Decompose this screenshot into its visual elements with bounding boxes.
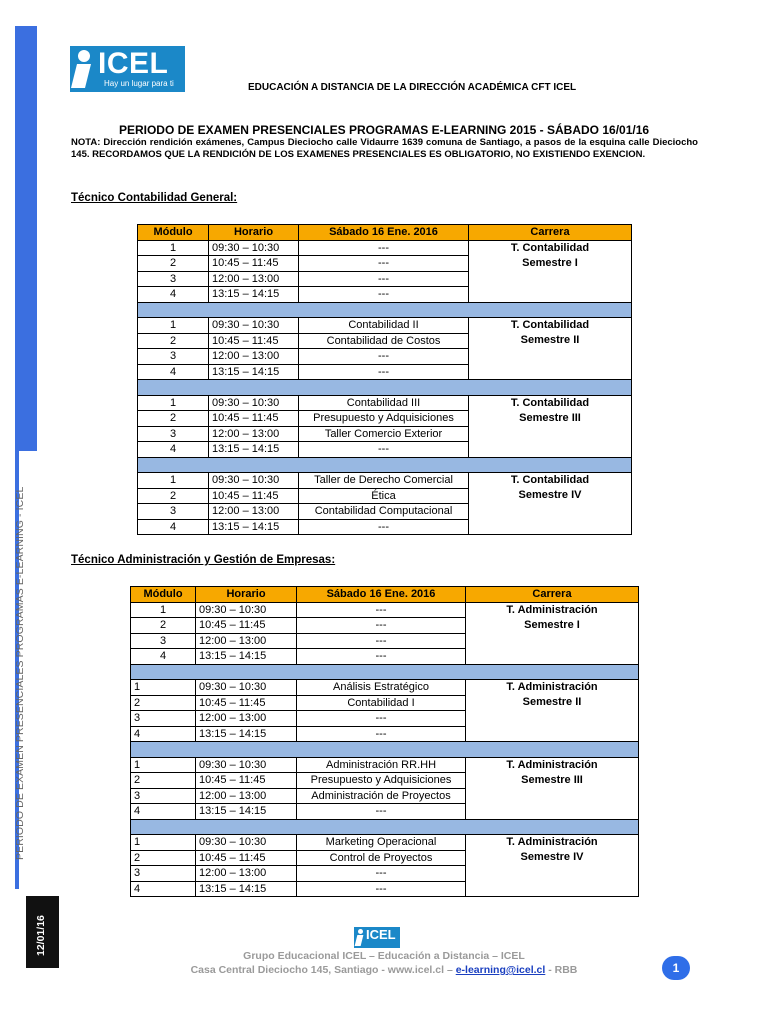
horario-cell: 10:45 – 11:45 <box>196 850 297 866</box>
asignatura-cell: Contabilidad Computacional <box>299 504 469 520</box>
horario-cell: 10:45 – 11:45 <box>196 773 297 789</box>
modulo-cell: 4 <box>131 726 196 742</box>
sidebar-date: 12/01/16 <box>35 915 47 956</box>
icel-logo <box>70 46 185 92</box>
table-row <box>138 318 632 334</box>
horario-cell: 13:15 – 14:15 <box>209 442 299 458</box>
carrera-cell <box>466 680 639 742</box>
carrera-semester: Semestre I <box>522 256 578 269</box>
header-title: EDUCACIÓN A DISTANCIA DE LA DIRECCIÓN ACADÉMICA CFT ICEL <box>248 82 577 93</box>
modulo-cell: 1 <box>131 602 196 618</box>
modulo-cell: 3 <box>138 271 209 287</box>
horario-cell: 09:30 – 10:30 <box>196 835 297 851</box>
carrera-name: T. Administración <box>506 758 598 771</box>
asignatura-cell: --- <box>297 633 466 649</box>
horario-cell: 09:30 – 10:30 <box>196 602 297 618</box>
table-row <box>131 680 639 696</box>
carrera-semester: Semestre III <box>519 411 581 424</box>
modulo-cell: 1 <box>138 240 209 256</box>
group-separator <box>138 457 632 473</box>
carrera-cell <box>466 602 639 664</box>
carrera-name: T. Administración <box>506 836 598 848</box>
asignatura-cell: --- <box>299 519 469 535</box>
logo-person-body <box>71 64 91 88</box>
group-separator-cell <box>131 664 639 680</box>
modulo-cell: 3 <box>131 866 196 882</box>
page-title: PERIODO DE EXAMEN PRESENCIALES PROGRAMAS E-LEARNING 2015 - SÁBADO 16/01/16 <box>118 123 650 137</box>
asignatura-cell: --- <box>297 804 466 820</box>
horario-cell: 12:00 – 13:00 <box>196 866 297 882</box>
asignatura-cell: --- <box>299 349 469 365</box>
carrera-cell <box>466 757 639 819</box>
asignatura-cell: Marketing Operacional <box>297 835 466 851</box>
section-title-administracion: Técnico Administración y Gestión de Empresas: <box>71 554 336 566</box>
horario-cell: 10:45 – 11:45 <box>209 488 299 504</box>
asignatura-cell: Contabilidad II <box>299 318 469 334</box>
modulo-cell: 1 <box>131 680 196 696</box>
horario-cell: 10:45 – 11:45 <box>196 618 297 634</box>
column-header-fecha: Sábado 16 Ene. 2016 <box>299 225 469 241</box>
asignatura-cell: --- <box>299 240 469 256</box>
carrera-semester: Semestre II <box>520 334 580 346</box>
table-row <box>138 473 632 489</box>
modulo-cell: 1 <box>138 318 209 334</box>
horario-cell: 12:00 – 13:00 <box>196 788 297 804</box>
group-separator <box>131 664 639 680</box>
carrera-name: T. Administración <box>506 603 598 616</box>
group-separator-cell <box>138 302 632 318</box>
modulo-cell: 1 <box>131 757 196 773</box>
asignatura-cell: Administración RR.HH <box>297 757 466 773</box>
footer-org-line: Grupo Educacional ICEL – Educación a Distancia – ICEL <box>243 950 525 962</box>
logo-person-icon <box>78 50 90 62</box>
footer-address: Casa Central Dieciocho 145, Santiago - www.icel.cl – <box>190 964 456 976</box>
modulo-cell: 4 <box>131 804 196 820</box>
asignatura-cell: --- <box>299 256 469 272</box>
modulo-cell: 3 <box>131 711 196 727</box>
carrera-cell <box>469 395 632 457</box>
asignatura-cell: --- <box>297 866 466 882</box>
carrera-semester: Semestre IV <box>520 851 584 863</box>
horario-cell: 09:30 – 10:30 <box>209 395 299 411</box>
table-header-row <box>138 225 632 241</box>
modulo-cell: 4 <box>138 442 209 458</box>
modulo-cell: 4 <box>138 287 209 303</box>
table-header-row <box>131 587 639 603</box>
horario-cell: 09:30 – 10:30 <box>196 757 297 773</box>
horario-cell: 13:15 – 14:15 <box>196 881 297 897</box>
carrera-cell <box>466 835 639 897</box>
carrera-cell <box>469 240 632 302</box>
footer-logo-wordmark: ICEL <box>366 927 396 942</box>
horario-cell: 12:00 – 13:00 <box>209 504 299 520</box>
table-row <box>138 240 632 256</box>
modulo-cell: 1 <box>138 473 209 489</box>
asignatura-cell: Administración de Proyectos <box>297 788 466 804</box>
modulo-cell: 2 <box>138 333 209 349</box>
modulo-cell: 2 <box>131 850 196 866</box>
modulo-cell: 2 <box>138 411 209 427</box>
asignatura-cell: Taller Comercio Exterior <box>299 426 469 442</box>
modulo-cell: 2 <box>131 773 196 789</box>
modulo-cell: 4 <box>138 519 209 535</box>
modulo-cell: 2 <box>138 256 209 272</box>
section-title-contabilidad: Técnico Contabilidad General: <box>71 192 238 204</box>
footer-logo <box>354 927 400 948</box>
horario-cell: 09:30 – 10:30 <box>209 240 299 256</box>
asignatura-cell: --- <box>297 649 466 665</box>
column-header-horario: Horario <box>196 587 297 603</box>
carrera-name: T. Contabilidad <box>510 474 590 486</box>
asignatura-cell: Taller de Derecho Comercial <box>299 473 469 489</box>
carrera-name: T. Contabilidad <box>510 241 590 254</box>
carrera-name: T. Administración <box>506 681 598 693</box>
asignatura-cell: Presupuesto y Adquisiciones <box>297 773 466 789</box>
horario-cell: 09:30 – 10:30 <box>209 473 299 489</box>
carrera-name: T. Contabilidad <box>510 396 590 409</box>
horario-cell: 13:15 – 14:15 <box>196 649 297 665</box>
modulo-cell: 3 <box>138 426 209 442</box>
asignatura-cell: --- <box>297 618 466 634</box>
asignatura-cell: --- <box>299 287 469 303</box>
asignatura-cell: Análisis Estratégico <box>297 680 466 696</box>
asignatura-cell: Ética <box>299 488 469 504</box>
horario-cell: 12:00 – 13:00 <box>196 711 297 727</box>
column-header-modulo: Módulo <box>138 225 209 241</box>
column-header-carrera: Carrera <box>469 225 632 241</box>
table-row <box>138 395 632 411</box>
page-number: 1 <box>662 956 690 980</box>
horario-cell: 13:15 – 14:15 <box>196 804 297 820</box>
horario-cell: 12:00 – 13:00 <box>209 349 299 365</box>
group-separator <box>138 302 632 318</box>
asignatura-cell: --- <box>299 442 469 458</box>
carrera-semester: Semestre I <box>524 618 580 631</box>
horario-cell: 13:15 – 14:15 <box>196 726 297 742</box>
modulo-cell: 2 <box>131 695 196 711</box>
modulo-cell: 1 <box>138 395 209 411</box>
footer-email-link[interactable]: e-learning@icel.cl <box>455 964 546 976</box>
horario-cell: 13:15 – 14:15 <box>209 287 299 303</box>
asignatura-cell: Presupuesto y Adquisiciones <box>299 411 469 427</box>
asignatura-cell: --- <box>297 726 466 742</box>
asignatura-cell: Control de Proyectos <box>297 850 466 866</box>
group-separator-cell <box>138 457 632 473</box>
table-row <box>131 835 639 851</box>
carrera-semester: Semestre III <box>521 773 583 786</box>
footer-address-line <box>0 964 768 976</box>
column-header-horario: Horario <box>209 225 299 241</box>
group-separator <box>131 819 639 835</box>
modulo-cell: 3 <box>131 788 196 804</box>
horario-cell: 10:45 – 11:45 <box>209 256 299 272</box>
modulo-cell: 3 <box>138 349 209 365</box>
column-header-modulo: Módulo <box>131 587 196 603</box>
modulo-cell: 4 <box>131 649 196 665</box>
modulo-cell: 4 <box>131 881 196 897</box>
carrera-name: T. Contabilidad <box>510 319 590 331</box>
carrera-semester: Semestre II <box>522 696 582 708</box>
horario-cell: 10:45 – 11:45 <box>196 695 297 711</box>
horario-cell: 09:30 – 10:30 <box>196 680 297 696</box>
horario-cell: 12:00 – 13:00 <box>209 271 299 287</box>
modulo-cell: 2 <box>138 488 209 504</box>
logo-wordmark: ICEL <box>98 47 169 80</box>
group-separator-cell <box>131 819 639 835</box>
asignatura-cell: --- <box>299 364 469 380</box>
asignatura-cell: --- <box>297 711 466 727</box>
footer-logo-person-icon <box>358 929 363 934</box>
asignatura-cell: --- <box>297 881 466 897</box>
modulo-cell: 1 <box>131 835 196 851</box>
logo-tagline: Hay un lugar para ti <box>104 79 174 88</box>
asignatura-cell: Contabilidad I <box>297 695 466 711</box>
exam-note: NOTA: Dirección rendición exámenes, Campus Dieciocho calle Vidaurre 1639 comuna de Santiago, a pasos de la esquina calle Dieciocho 145. RECORDAMOS QUE LA RENDICIÓN DE LOS EXAMENES PRESENCIALES ES OBLIGATORIO, NO EXISTIENDO EXENCION. <box>71 137 698 160</box>
table-row <box>131 757 639 773</box>
horario-cell: 10:45 – 11:45 <box>209 411 299 427</box>
horario-cell: 09:30 – 10:30 <box>209 318 299 334</box>
horario-cell: 13:15 – 14:15 <box>209 519 299 535</box>
column-header-fecha: Sábado 16 Ene. 2016 <box>297 587 466 603</box>
sidebar-vertical-title: PERIODO DE EXAMEN PRESENCIALES PROGRAMAS E-LEARNING - ICEL <box>14 486 26 860</box>
modulo-cell: 3 <box>138 504 209 520</box>
group-separator-cell <box>138 380 632 396</box>
horario-cell: 13:15 – 14:15 <box>209 364 299 380</box>
asignatura-cell: Contabilidad de Costos <box>299 333 469 349</box>
carrera-cell <box>469 473 632 535</box>
sidebar-accent-bar <box>15 26 37 451</box>
group-separator <box>138 380 632 396</box>
footer-signature: - RBB <box>545 964 578 976</box>
schedule-table-contabilidad <box>137 224 632 535</box>
asignatura-cell: --- <box>299 271 469 287</box>
asignatura-cell: --- <box>297 602 466 618</box>
modulo-cell: 2 <box>131 618 196 634</box>
horario-cell: 12:00 – 13:00 <box>209 426 299 442</box>
asignatura-cell: Contabilidad III <box>299 395 469 411</box>
horario-cell: 10:45 – 11:45 <box>209 333 299 349</box>
group-separator-cell <box>131 742 639 758</box>
modulo-cell: 3 <box>131 633 196 649</box>
table-row <box>131 602 639 618</box>
schedule-table-administracion <box>130 586 639 897</box>
carrera-semester: Semestre IV <box>518 489 582 501</box>
footer-logo-person-body <box>355 935 364 946</box>
modulo-cell: 4 <box>138 364 209 380</box>
carrera-cell <box>469 318 632 380</box>
group-separator <box>131 742 639 758</box>
column-header-carrera: Carrera <box>466 587 639 603</box>
horario-cell: 12:00 – 13:00 <box>196 633 297 649</box>
